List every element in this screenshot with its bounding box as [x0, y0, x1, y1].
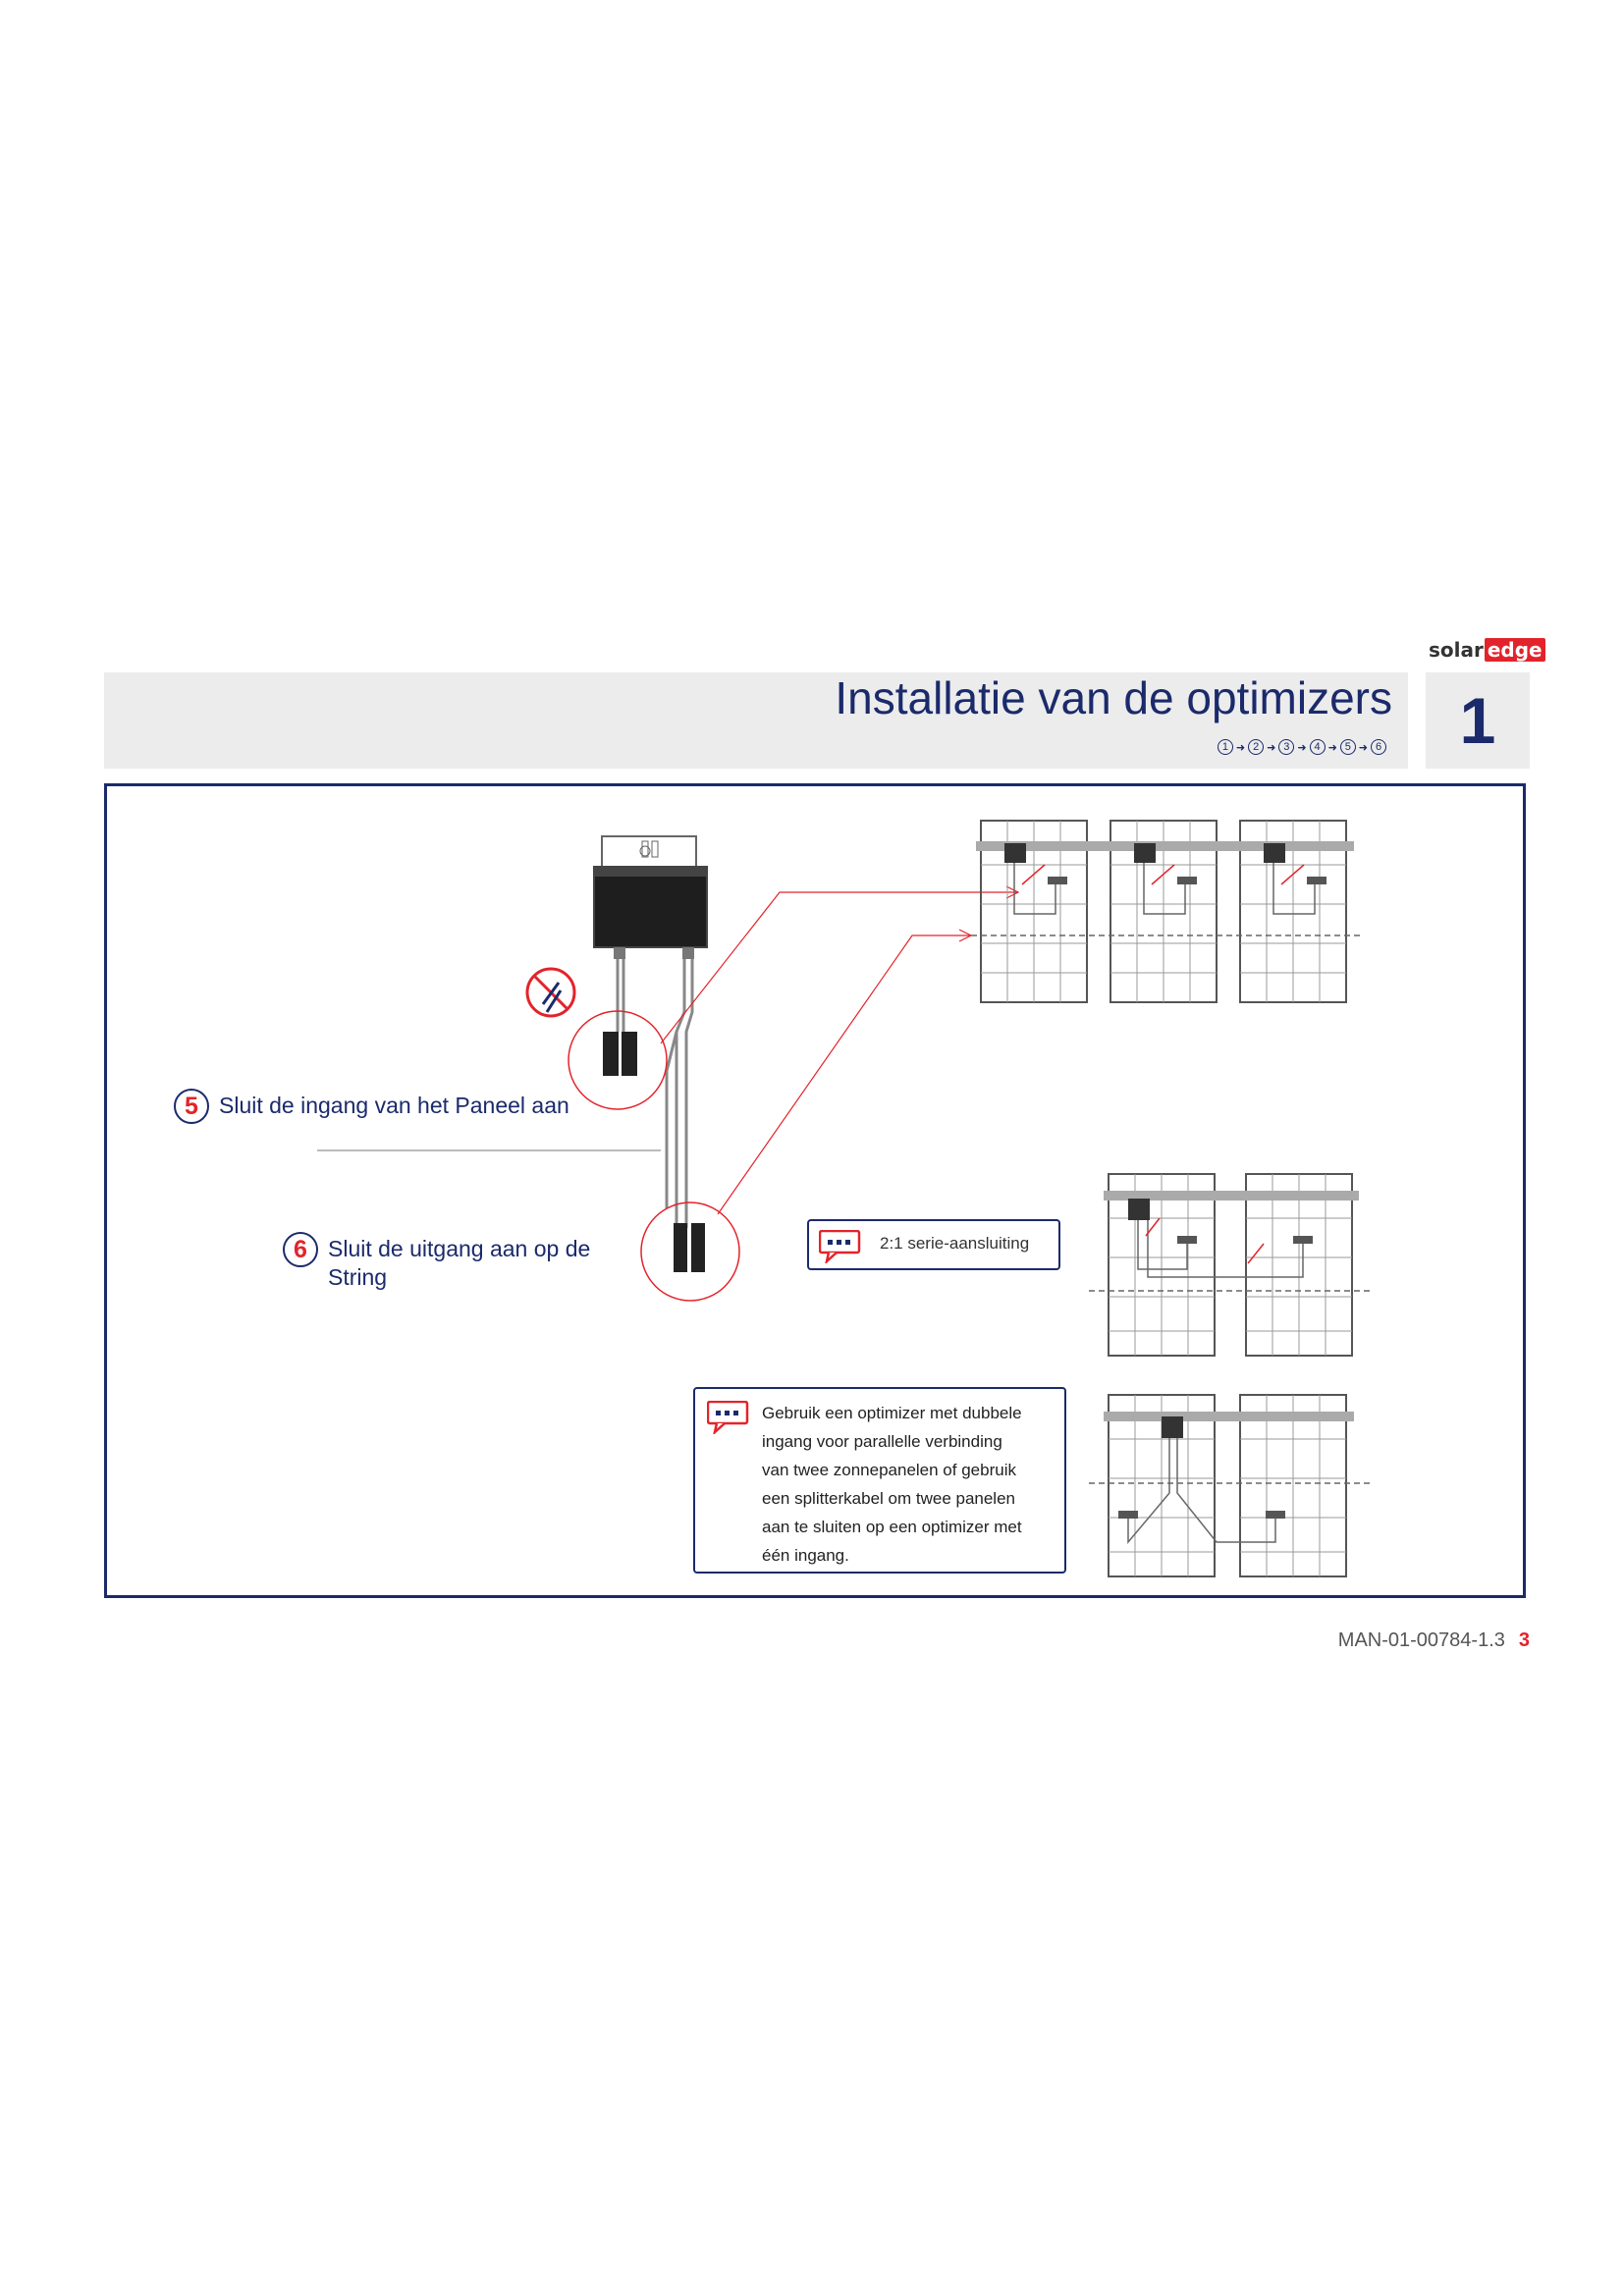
callout-arrows [661, 886, 1018, 1214]
page-title: Installatie van de optimizers [835, 672, 1392, 723]
page-footer [1338, 1629, 1530, 1652]
step-6-text [328, 1235, 590, 1292]
chapter-header [104, 672, 1408, 769]
series-connection-text: 2:1 serie-aansluiting [880, 1234, 1030, 1253]
parallel-panel-diagram [1089, 1395, 1374, 1576]
note-line: Gebruik een optimizer met dubbele [762, 1404, 1022, 1422]
step-indicator-5: 5 [1340, 739, 1356, 755]
step-6-text-line1: Sluit de uitgang aan op de [328, 1236, 591, 1261]
page-number: 3 [1518, 1629, 1530, 1651]
step-indicator-1: 1 [1218, 739, 1233, 755]
output-connector-highlight [641, 1202, 739, 1301]
step-6-number: 6 [283, 1232, 318, 1267]
note-line: ingang voor parallelle verbinding [762, 1432, 1002, 1451]
parallel-connection-text [762, 1399, 1055, 1570]
step-indicator-2: 2 [1248, 739, 1264, 755]
parallel-connection-note [693, 1387, 1066, 1574]
step-indicator-6: 6 [1371, 739, 1386, 755]
step-5-text: Sluit de ingang van het Paneel aan [219, 1093, 569, 1118]
note-line: aan te sluiten op een optimizer met [762, 1518, 1022, 1536]
arrow-icon: ➜ [1267, 741, 1276, 754]
no-tool-icon [527, 969, 574, 1016]
comment-icon [707, 1401, 750, 1434]
comment-icon [819, 1230, 862, 1263]
step-indicator [1218, 739, 1386, 755]
installation-figure [104, 783, 1526, 1598]
note-line: één ingang. [762, 1546, 849, 1565]
step-5-number: 5 [174, 1089, 209, 1124]
logo-text-solar: solar [1429, 638, 1484, 662]
optimizer-cables [618, 959, 692, 1228]
arrow-icon: ➜ [1297, 741, 1307, 754]
document-code: MAN-01-00784-1.3 [1337, 1629, 1505, 1651]
output-connectors [674, 1223, 705, 1272]
logo-text-edge: edge [1485, 638, 1545, 662]
step-indicator-4: 4 [1310, 739, 1326, 755]
optimizer-device [594, 836, 707, 959]
arrow-icon: ➜ [1358, 741, 1368, 754]
solaredge-logo [1429, 638, 1545, 662]
step-5-label [174, 1092, 569, 1124]
note-line: van twee zonnepanelen of gebruik [762, 1461, 1016, 1479]
step-6-text-line2: String [328, 1264, 388, 1290]
step-6-label [283, 1235, 590, 1292]
step-indicator-3: 3 [1278, 739, 1294, 755]
arrow-icon: ➜ [1327, 741, 1337, 754]
chapter-number: 1 [1426, 672, 1530, 769]
note-line: een splitterkabel om twee panelen [762, 1489, 1015, 1508]
input-connectors [603, 1032, 637, 1076]
series-connection-note [807, 1219, 1060, 1270]
arrow-icon: ➜ [1235, 741, 1246, 754]
panel-string-diagram [971, 821, 1364, 1002]
series-panel-diagram [1089, 1174, 1374, 1356]
